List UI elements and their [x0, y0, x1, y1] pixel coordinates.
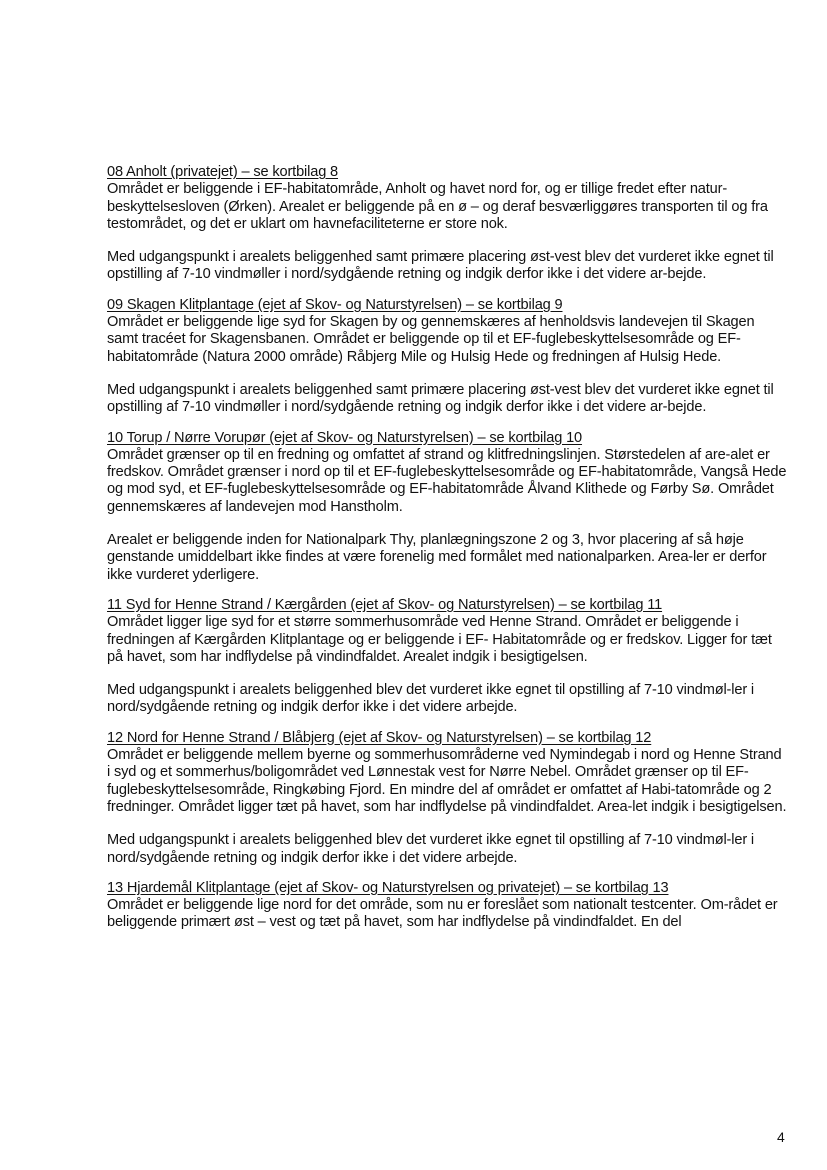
- section-11-henne-strand-syd: [107, 597, 787, 717]
- section-heading: 10 Torup / Nørre Vorupør (ejet af Skov- og Naturstyrelsen) – se kortbilag 10: [107, 429, 583, 446]
- section-paragraph: Området er beliggende mellem byerne og sommerhusområderne ved Nymindegab i nord og Henne Strand i syd og et sommerhus/boligområdet ved Lønnestak vest for Nørre Nebel. Området grænser op til EF-fuglebeskyttelsesområde, Ringkøbing Fjord. En mindre del af området er omfattet af Habi-tatområde og 2 fredninger. Området ligger tæt på havet, som har indflydelse på vindindfaldet. Area-let indgik i besigtigelsen.: [107, 747, 787, 815]
- section-paragraph: Arealet er beliggende inden for Nationalpark Thy, planlægningszone 2 og 3, hvor placering af så høje genstande umiddelbart ikke findes at være forenelig med formålet med nationalparken. Area-ler er derfor ikke vurderet yderligere.: [107, 532, 767, 583]
- section-paragraph: Området grænser op til en fredning og omfattet af strand og klitfredningslinjen. Størstedelen af are-alet er fredskov. Området grænser i nord op til et EF-fuglebeskyttelsesområde og EF-habitatområde, Vangså Hede og mod syd, et EF-fuglebeskyttelsesområde og EF-habitatområde Ålvand Klithede og Førby Sø. Området gennemskæres af landevejen mod Hanstholm.: [107, 446, 787, 515]
- section-heading: 12 Nord for Henne Strand / Blåbjerg (ejet af Skov- og Naturstyrelsen) – se kortbilag 12: [107, 729, 652, 746]
- page-number: 4: [777, 1129, 785, 1145]
- section-heading: 08 Anholt (privatejet) – se kortbilag 8: [107, 164, 339, 180]
- section-paragraph: Området er beliggende lige syd for Skagen by og gennemskæres af henholdsvis landevejen til Skagen samt tracéet for Skagensbanen. Området er beliggende op til et EF-fuglebeskyttelsesområde og EF-habitatområde (Natura 2000 område) Råbjerg Mile og Hulsig Hede og fredningen af Hulsig Hede.: [107, 314, 755, 365]
- section-12-henne-strand-nord: [107, 730, 787, 867]
- section-paragraph: Med udgangspunkt i arealets beliggenhed blev det vurderet ikke egnet til opstilling af 7-10 vindmøl-ler i nord/sydgående retning og indgik derfor ikke i det videre arbejde.: [107, 832, 755, 866]
- section-paragraph: Med udgangspunkt i arealets beliggenhed samt primære placering øst-vest blev det vurderet ikke egnet til opstilling af 7-10 vindmøller i nord/sydgående retning og indgik derfor ikke i det videre ar-bejde.: [107, 249, 774, 283]
- section-08-anholt: [107, 164, 787, 284]
- section-heading: 11 Syd for Henne Strand / Kærgården (ejet af Skov- og Naturstyrelsen) – se kortbilag 11: [107, 596, 663, 613]
- section-paragraph: Med udgangspunkt i arealets beliggenhed samt primære placering øst-vest blev det vurderet ikke egnet til opstilling af 7-10 vindmøller i nord/sydgående retning og indgik derfor ikke i det videre ar-bejde.: [107, 381, 774, 416]
- section-10-torup: [107, 430, 787, 584]
- section-paragraph: Området er beliggende lige nord for det område, som nu er foreslået som nationalt testcenter. Om-rådet er beliggende primært øst – vest og tæt på havet, som har indflydelse på vindindfaldet. En del: [107, 897, 778, 931]
- section-paragraph: Området ligger lige syd for et større sommerhusområde ved Henne Strand. Området er beliggende i fredningen af Kærgården Klitplantage og er beliggende i EF- Habitatområde og er fredskov. Ligger for tæt på havet, som har indflydelse på vindindfaldet. Arealet indgik i besigtigelsen.: [107, 614, 772, 665]
- section-heading: 13 Hjardemål Klitplantage (ejet af Skov- og Naturstyrelsen og privatejet) – se kortbilag 13: [107, 879, 669, 896]
- section-paragraph: Med udgangspunkt i arealets beliggenhed blev det vurderet ikke egnet til opstilling af 7-10 vindmøl-ler i nord/sydgående retning og indgik derfor ikke i det videre arbejde.: [107, 682, 755, 716]
- section-13-hjardemaal: [107, 880, 787, 932]
- section-heading: 09 Skagen Klitplantage (ejet af Skov- og Naturstyrelsen) – se kortbilag 9: [107, 296, 563, 313]
- document-body: [107, 164, 787, 945]
- section-09-skagen: [107, 297, 787, 417]
- section-paragraph: Området er beliggende i EF-habitatområde, Anholt og havet nord for, og er tillige fredet efter natur-beskyttelsesloven (Ørken). Arealet er beliggende på en ø – og deraf besværliggøres transporten til og fra testområdet, og det er uklart om havnefaciliteterne er store nok.: [107, 181, 768, 232]
